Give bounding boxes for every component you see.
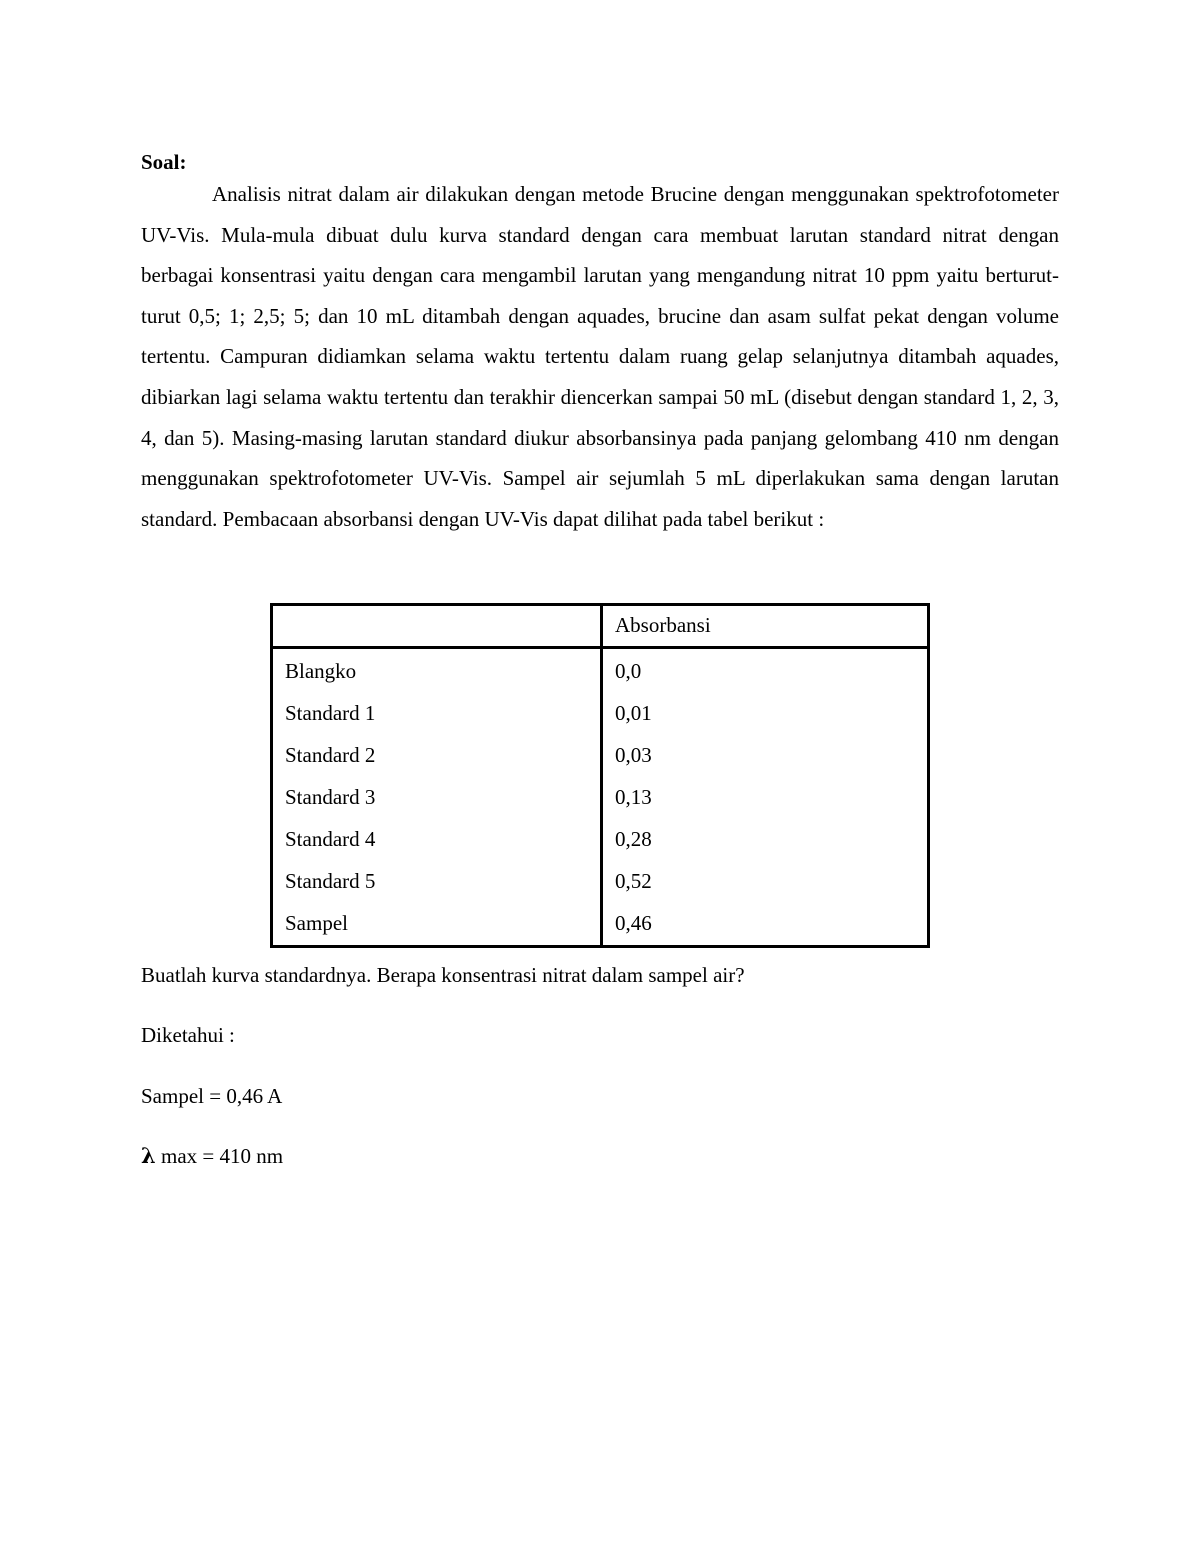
table-row xyxy=(272,735,929,777)
row-value: 0,0 xyxy=(615,659,642,683)
problem-paragraph: Analisis nitrat dalam air dilakukan dengan metode Brucine dengan menggunakan spektrofotometer UV-Vis. Mula-mula dibuat dulu kurva standard dengan cara membuat larutan standard nitrat dengan berbagai konsentrasi yaitu dengan cara mengambil larutan yang mengandung nitrat 10 ppm yaitu berturut-turut 0,5; 1; 2,5; 5; dan 10 mL ditambah dengan aquades, brucine dan asam sulfat pekat dengan volume tertentu. Campuran didiamkan selama waktu tertentu dalam ruang gelap selanjutnya ditambah aquades, dibiarkan lagi selama waktu tertentu dan terakhir diencerkan sampai 50 mL (disebut dengan standard 1, 2, 3, 4, dan 5). Masing-masing larutan standard diukur absorbansinya pada panjang gelombang 410 nm dengan menggunakan spektrofotometer UV-Vis. Sampel air sejumlah 5 mL diperlakukan sama dengan larutan standard. Pembacaan absorbansi dengan UV-Vis dapat dilihat pada tabel berikut : xyxy=(141,182,1059,531)
table-row xyxy=(272,861,929,903)
row-label: Blangko xyxy=(272,648,602,694)
table-row xyxy=(272,693,929,735)
row-label: Standard 4 xyxy=(272,819,602,861)
table-header-label xyxy=(272,605,602,648)
absorbance-table xyxy=(270,603,930,948)
known-label: Diketahui : xyxy=(141,1023,235,1047)
row-label: Standard 1 xyxy=(272,693,602,735)
table-header-absorbansi: Absorbansi xyxy=(602,605,929,648)
lambda-line xyxy=(141,1142,283,1170)
row-label: Standard 5 xyxy=(272,861,602,903)
sample-line: Sampel = 0,46 A xyxy=(141,1084,283,1108)
lambda-symbol: λ xyxy=(141,1143,156,1168)
table-row xyxy=(272,648,929,694)
row-label: Standard 3 xyxy=(272,777,602,819)
row-value: 0,01 xyxy=(615,701,652,725)
heading: Soal: xyxy=(141,150,187,174)
question-text: Buatlah kurva standardnya. Berapa konsentrasi nitrat dalam sampel air? xyxy=(141,963,745,987)
row-value: 0,52 xyxy=(615,869,652,893)
row-value: 0,46 xyxy=(615,911,652,935)
row-label: Standard 2 xyxy=(272,735,602,777)
row-value: 0,28 xyxy=(615,827,652,851)
table-row xyxy=(272,777,929,819)
row-value: 0,13 xyxy=(615,785,652,809)
row-value: 0,03 xyxy=(615,743,652,767)
row-label: Sampel xyxy=(272,903,602,947)
table-row xyxy=(272,903,929,947)
table-header-row xyxy=(272,605,929,648)
lambda-text: max = 410 nm xyxy=(155,1144,284,1168)
table-row xyxy=(272,819,929,861)
